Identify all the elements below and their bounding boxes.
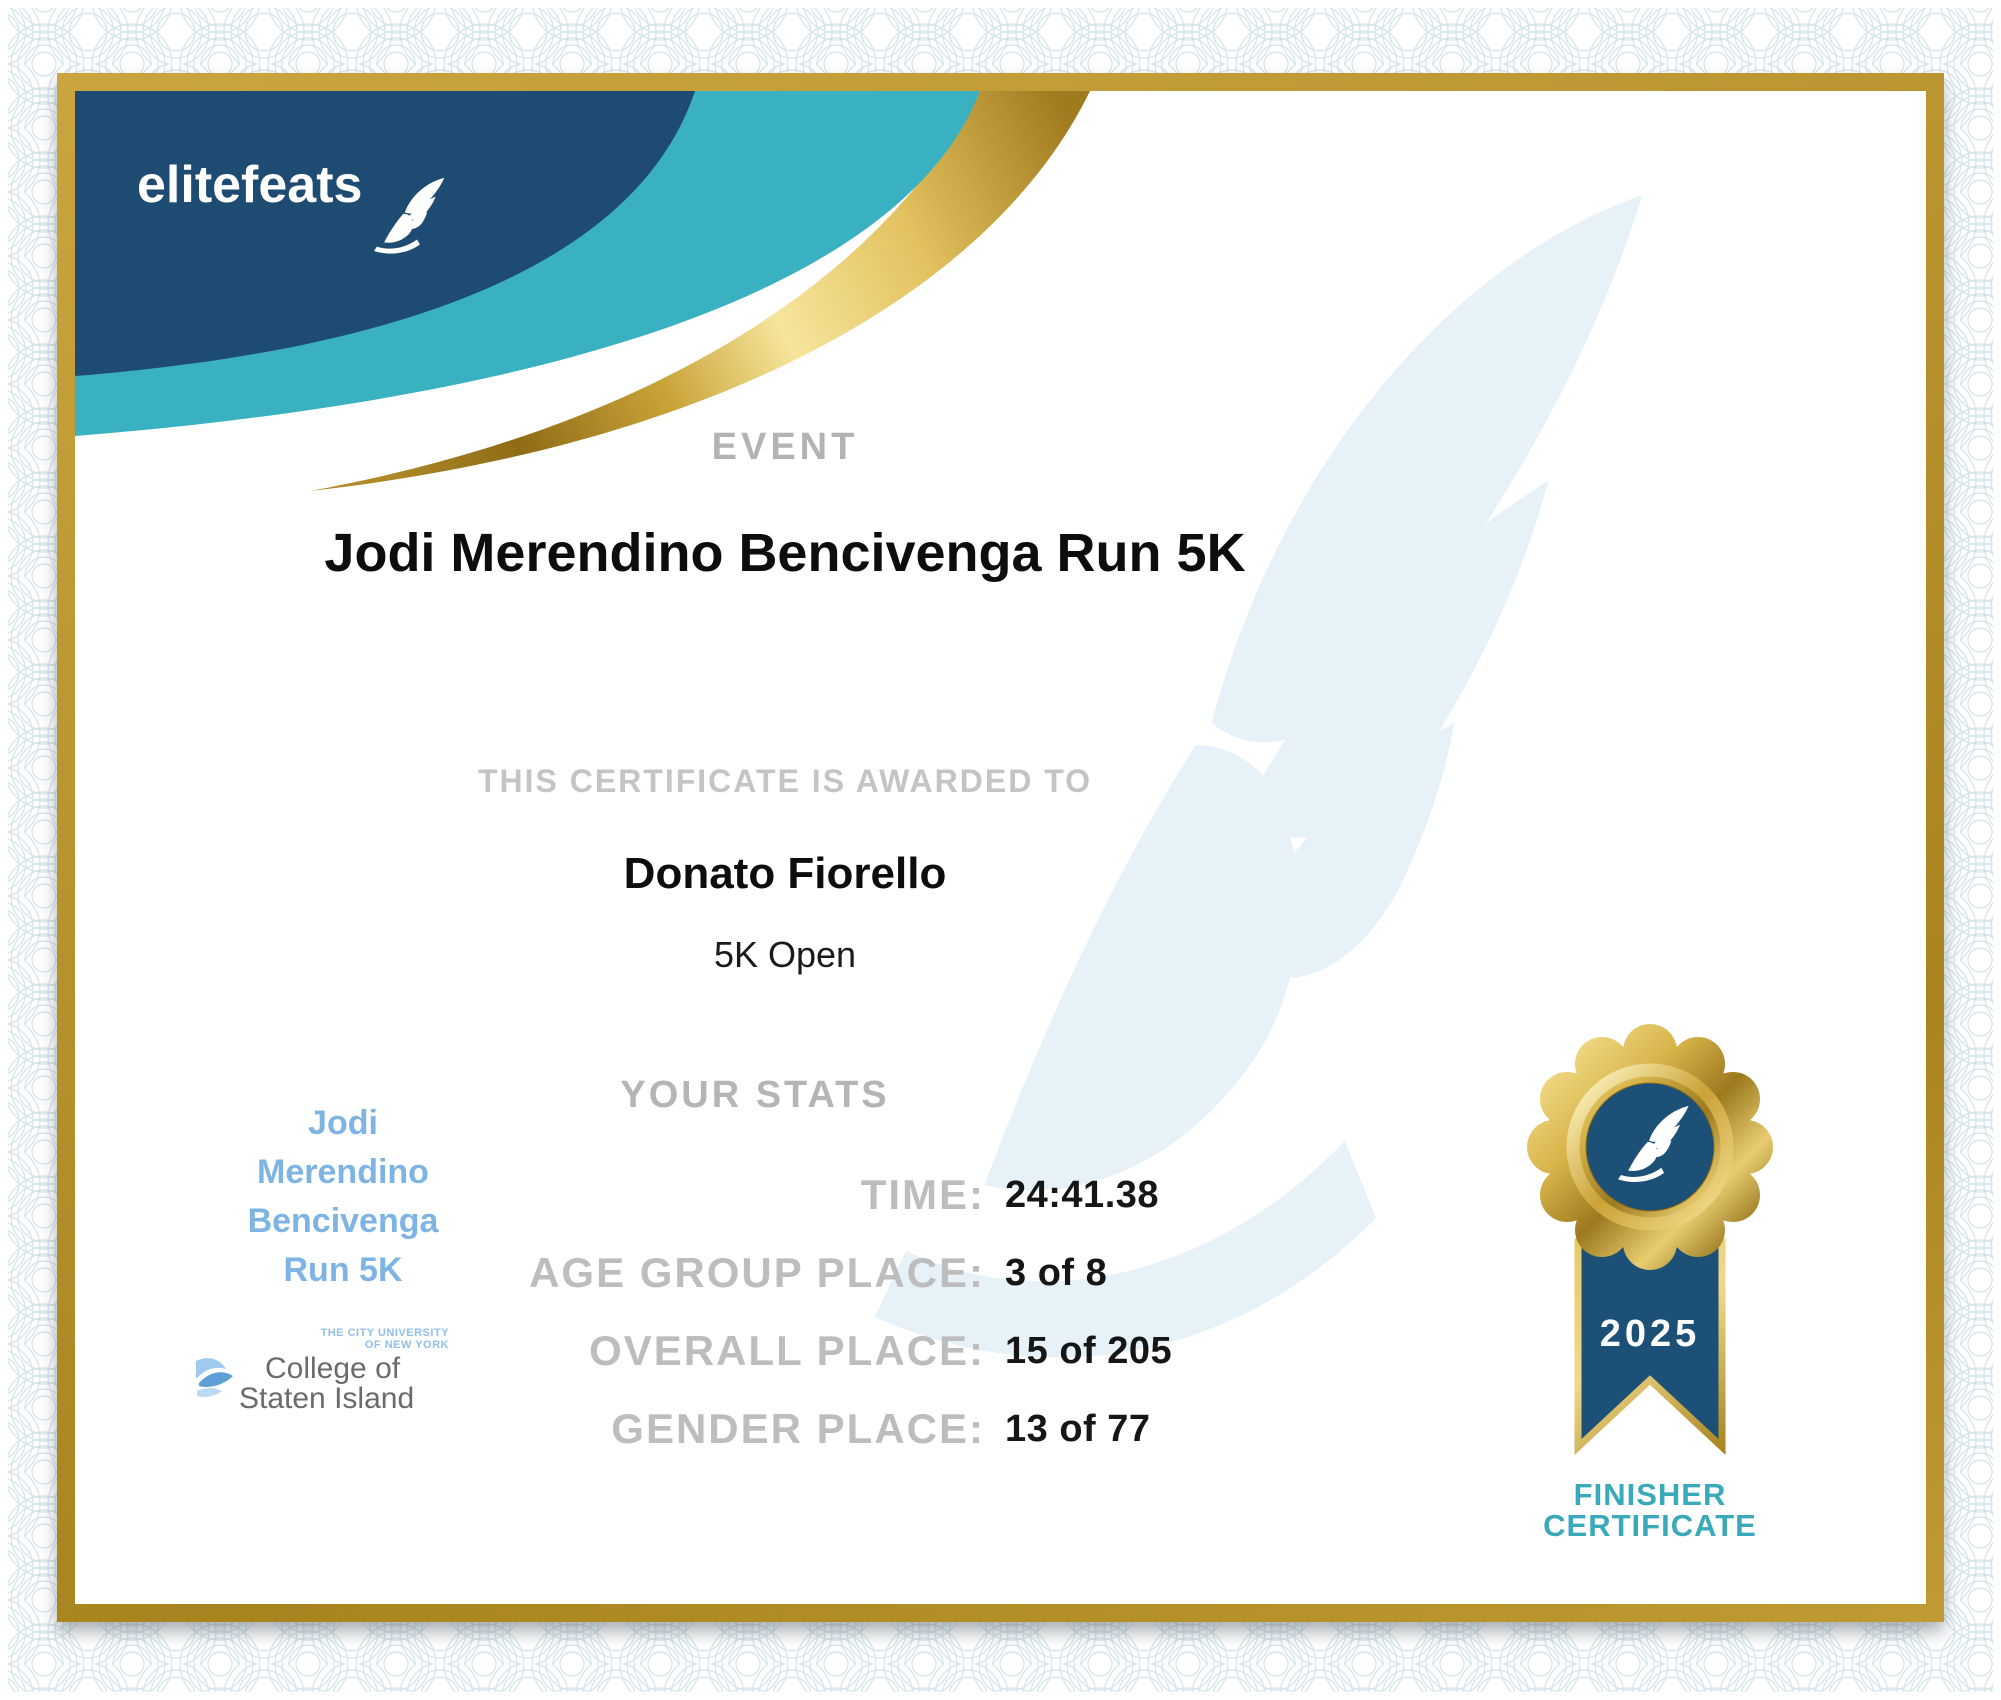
event-logo: [143, 1099, 543, 1295]
stat-label: OVERALL PLACE:: [589, 1327, 985, 1374]
csi-university-line: THE CITY UNIVERSITY: [320, 1327, 449, 1339]
stat-value: 13 of 77: [1005, 1407, 1151, 1450]
stat-value: 15 of 205: [1005, 1329, 1173, 1372]
event-logo-line: Run 5K: [283, 1251, 403, 1289]
gold-frame: [57, 73, 1944, 1622]
finisher-medal: [1500, 1002, 1800, 1472]
stats-title: YOUR STATS: [620, 1074, 890, 1116]
csi-university-line: OF NEW YORK: [364, 1339, 449, 1351]
finisher-certificate-caption: [1500, 1479, 1800, 1541]
csi-university-text: [193, 1327, 513, 1351]
stat-label: AGE GROUP PLACE:: [529, 1249, 985, 1296]
medal-year: 2025: [1599, 1313, 1701, 1355]
stat-label: GENDER PLACE:: [611, 1405, 985, 1452]
stat-value: 3 of 8: [1005, 1251, 1108, 1294]
recipient-name: Donato Fiorello: [623, 849, 947, 898]
event-logo-line: Merendino: [257, 1153, 429, 1191]
event-label: EVENT: [711, 426, 859, 468]
awarded-to-label: THIS CERTIFICATE IS AWARDED TO: [477, 763, 1093, 799]
csi-logo: [193, 1327, 513, 1415]
stat-label: TIME:: [860, 1171, 985, 1218]
csi-name-line2: Staten Island: [239, 1382, 415, 1415]
event-logo-line: Jodi: [308, 1104, 378, 1142]
event-logo-line: Bencivenga: [247, 1202, 439, 1240]
csi-name-line1: College of: [265, 1352, 401, 1385]
certificate-body: [75, 91, 1926, 1604]
caption-line2: CERTIFICATE: [1543, 1508, 1757, 1543]
winged-foot-icon: [364, 157, 450, 279]
stat-value: 24:41.38: [1005, 1173, 1160, 1216]
caption-line1: FINISHER: [1573, 1477, 1727, 1512]
csi-leaf-icon: [193, 1353, 235, 1405]
brand-logo: [137, 143, 450, 265]
event-name: Jodi Merendino Bencivenga Run 5K: [324, 523, 1246, 583]
brand-name: elitefeats: [137, 156, 363, 214]
race-division: 5K Open: [713, 934, 857, 975]
